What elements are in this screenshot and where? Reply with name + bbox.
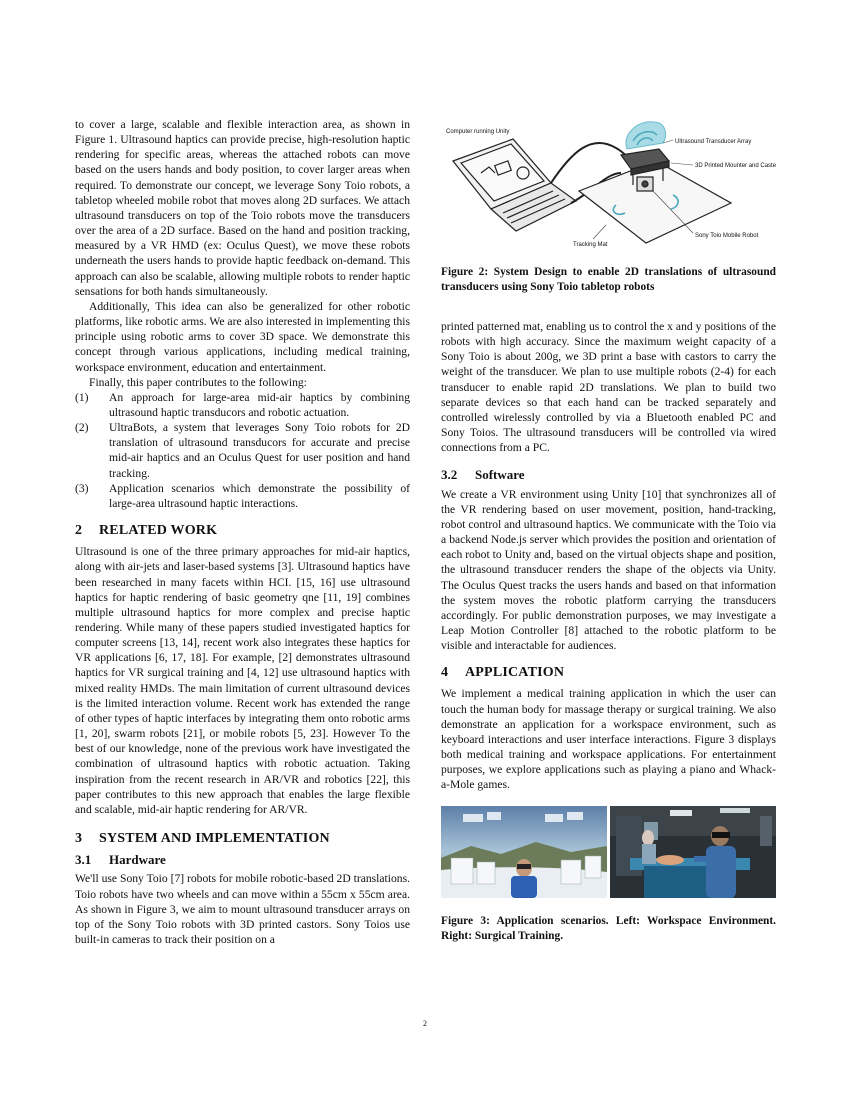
section-title: APPLICATION: [465, 665, 565, 681]
hardware-paragraph: We'll use Sony Toio [7] robots for mobile robotic-based 2D translations. Toio robots have two wheels and can move within a 55cm x 55cm area. As shown in Figure 3, we aim to mount ultrasound transducer arrays on top of the Sony Toio robots with 3D printed castors. Sony Toios use built-in cameras to track their position on a: [75, 872, 410, 946]
figure-3-caption: Figure 3: Application scenarios. Left: Workspace Environment. Right: Surgical Training.: [441, 914, 776, 942]
figure-2-caption: Figure 2: System Design to enable 2D translations of ultrasound transducers using Sony Toio tabletop robots: [441, 266, 776, 293]
subsection-number: 3.2: [441, 467, 458, 483]
intro-paragraph-2: Additionally, This idea can also be generalized for other robotic platforms, like robotic arms. We are also interested in implementing this principle using robotic arms to cover 3D space. We demonstrate this concept through various applications, including medical training, workspace environment, education and entertainment.: [75, 299, 410, 374]
section-heading-application: [441, 665, 776, 680]
label-mat: Tracking Mat: [573, 242, 608, 248]
section-number: 2: [75, 523, 83, 539]
intro-paragraph-3: Finally, this paper contributes to the following:: [89, 375, 307, 389]
subsection-number: 3.1: [75, 852, 92, 868]
section-number: 4: [441, 665, 449, 681]
system-design-illustration: [441, 113, 776, 258]
surgical-training-photo: [610, 806, 776, 898]
label-robot: Sony Toio Mobile Robot: [695, 233, 759, 239]
label-array: Ultrasound Transducer Array: [675, 139, 752, 145]
subsection-heading-software: [441, 467, 776, 482]
contribution-list: [75, 390, 410, 511]
label-computer: Computer running Unity: [446, 129, 510, 135]
list-item-text: UltraBots, a system that leverages Sony Toio robots for 2D translation of ultrasound transducors for accurate and precise mid-air haptics and an Oculus Quest for user position and hand tracking.: [109, 421, 410, 480]
list-item-text: An approach for large-area mid-air haptics by combining ultrasound haptic transducors and robotic actuation.: [109, 390, 410, 419]
list-item: [75, 420, 410, 481]
section-number: 3: [75, 831, 83, 847]
list-item-number: (1): [75, 390, 89, 404]
related-work-paragraph: Ultrasound is one of the three primary approaches for mid-air haptics, along with air-jets and laser-based systems [3]. Ultrasound haptics have been researched in many facets within HCI. [15, 16] use ultrasound haptics for haptic rendering of basic geometry qne [11, 19] combines multiple ultrasound haptics for more complex and precise haptic rendering. While many of these papers studied investigated haptics for computer screens [13, 14], recent work also integrates these haptics for VR applications [6, 17, 18]. For example, [2] demonstrates ultrasound haptics for VR surgical training and [4, 12] use ultrasound haptics with mixed reality HMDs. The main limitation of current ultrasound devices is the limited interaction volume. Recent work has extended the range of other types of haptic interfaces by integrating them onto robotic arms [1, 20], swarm robots [21], or mobile robots [5, 23]. However To the best of our knowledge, none of the previous work have investigated the combination of ultrasound haptics with robotic actuation. Taking inspiration from the recent research in AR/VR and robotics [22], this paper contributes to this new approach that enables the large flexible and scalable, mid-air haptic rendering for AR/VR.: [75, 545, 410, 816]
section-heading-system: [75, 831, 410, 846]
left-column: [75, 117, 410, 947]
laptop-illustration: [453, 139, 576, 231]
label-mount: 3D Printed Mounter and Caster: [695, 163, 776, 169]
list-item: [75, 481, 410, 511]
figure-3-photos: [441, 806, 776, 898]
ultrasound-waves-illustration: [626, 122, 666, 149]
subsection-heading-hardware: [75, 852, 410, 867]
subsection-title: Software: [475, 467, 525, 483]
workspace-environment-photo: [441, 806, 607, 898]
list-item-number: (3): [75, 481, 89, 495]
software-paragraph: We create a VR environment using Unity [10] that synchronizes all of the VR rendering based on user movement, position, hand-tracking, robot control and ultrasound haptics. We communicate with the Toio via a backend Node.js server which provides the position and orientation of each robot to Unity and, based on the virtual objects shape and position, the ultrasound transducer renders the shape of the objects via Unity. The Oculus Quest tracks the users hands and based on that information the system moves the robotic platform carrying the transducers accordingly. For public demonstration purposes, we may investigate a Leap Motion Controller [8] attached to the robotic platform to be visible and interactable for audiences.: [441, 487, 776, 653]
list-item-number: (2): [75, 421, 89, 435]
list-item: [75, 390, 410, 420]
page-number: 2: [423, 1019, 427, 1028]
list-item-text: Application scenarios which demonstrate the possibility of large-area ultrasound haptic interactions.: [109, 481, 410, 510]
section-heading-related-work: [75, 523, 410, 538]
application-paragraph: We implement a medical training application in which the user can touch the human body for massage therapy or surgical training. We also demonstrate an application for a workspace environment, such as keyboard interactions and user interface interactions. Figure 3 displays both medical training and workspace applications. For entertainment purposes, we explore applications such as playing a piano and Whack-a-Mole games.: [441, 687, 776, 792]
right-column: [441, 113, 776, 944]
subsection-title: Hardware: [109, 852, 166, 868]
hardware-continued-paragraph: printed patterned mat, enabling us to control the x and y positions of the robots with high accuracy. Since the maximum weight capacity of a Sony Toio is about 200g, we 3D print a base with castors to carry the weight of the transducer. We plan to use multiple robots (2-4) for each transducer to enable rapid 2D translations. We plan to build two separate devices so that each hand can be tracked separately and controlled wirelessly controlled by via a Bluetooth enabled PC and Sony Toios. The ultrasound transducers will be controlled via wired connections from a PC.: [441, 320, 776, 455]
section-title: RELATED WORK: [99, 523, 218, 539]
figure-2-system-diagram: [441, 113, 776, 258]
tracking-mat: [579, 161, 731, 243]
section-title: SYSTEM AND IMPLEMENTATION: [99, 831, 330, 847]
intro-paragraph-1: to cover a large, scalable and flexible interaction area, as shown in Figure 1. Ultrasound haptics can provide precise, high-resolution haptic rendering for specific areas, whereas the attached robots can move based on the users hands and body position, to cover larger areas when required. To demonstrate our concept, we leverage Sony Toio robots, a tabletop wheeled mobile robot that moves along 2D surfaces. We attach ultrasound transducers on top of the Toio robots move the transducers over the area of a 2D surface. Based on the hand and position tracking, measured by a VR HMD (ex: Oculus Quest), we move these robots underneath the users hands to provide haptic feedback on-demand. This approach can also be scalable, allowing multiple robots to render haptic sensations for both hands simultaneously.: [75, 118, 410, 298]
